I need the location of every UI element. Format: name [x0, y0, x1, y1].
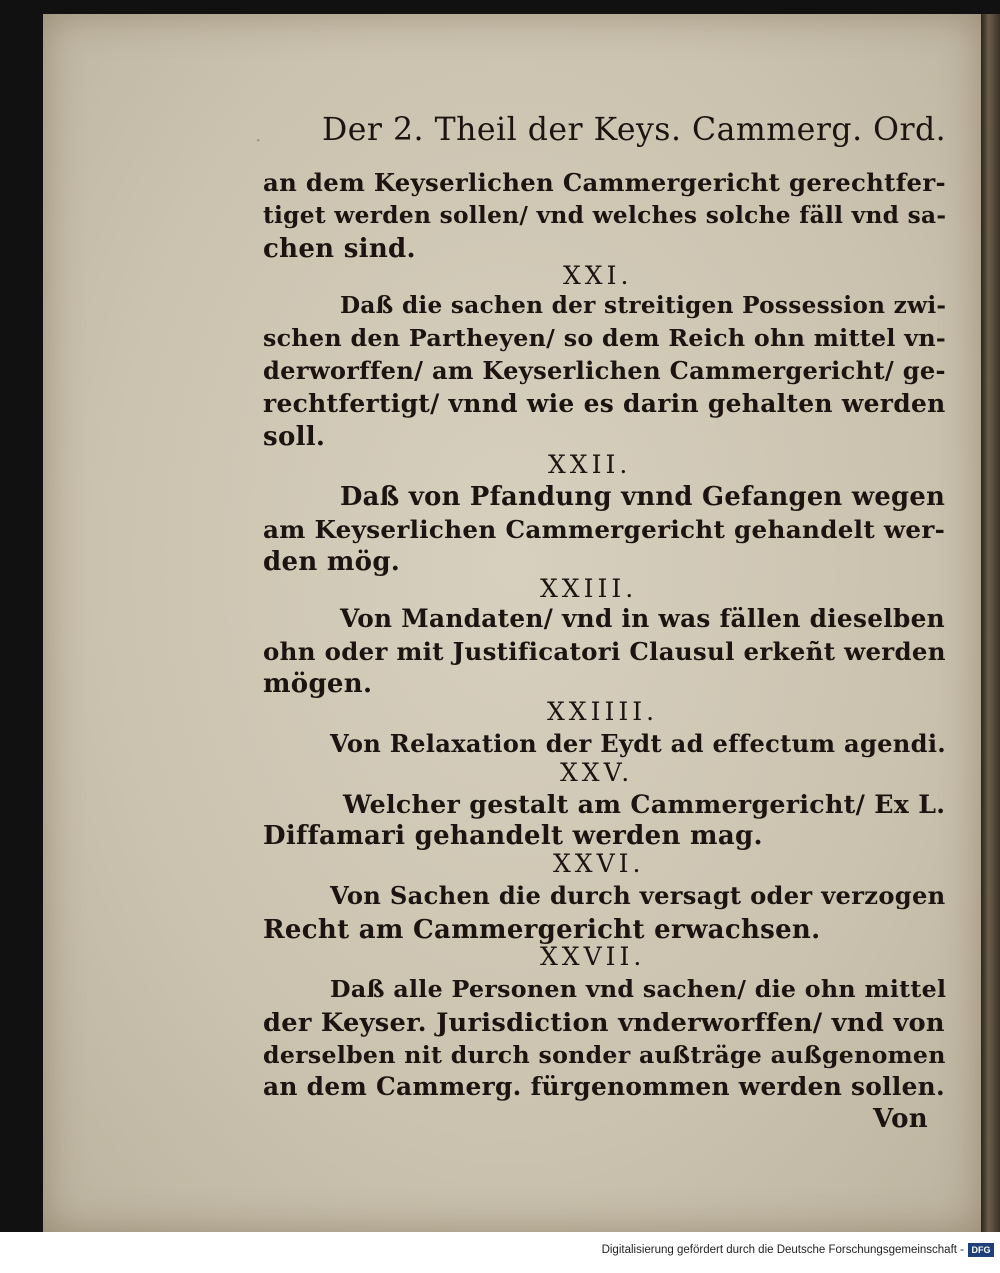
text-line: Von Mandaten/ vnd in was fällen dieselben	[340, 604, 945, 633]
text-line: soll.	[263, 422, 326, 452]
text-line: Von Sachen die durch versagt oder verzogen	[330, 881, 946, 910]
text-line: Daß die sachen der streitigen Possession zwi-	[340, 292, 947, 319]
text-line: an dem Cammerg. fürgenommen werden sollen.	[263, 1072, 945, 1101]
section-number: XXVII.	[540, 942, 646, 971]
page-mark: ·	[255, 128, 262, 152]
text-line: der Keyser. Jurisdiction vnderworffen/ vnd von	[263, 1008, 945, 1038]
text-line: Welcher gestalt am Cammergericht/ Ex L.	[343, 789, 946, 819]
text-line: an dem Keyserlichen Cammergericht gerechtfer-	[263, 168, 946, 197]
text-line: derselben nit durch sonder außträge außgenomen	[263, 1041, 946, 1069]
text-line: den mög.	[263, 547, 401, 577]
running-head: Der 2. Theil der Keys. Cammerg. Ord.	[322, 112, 947, 148]
footer-credit: Digitalisierung gefördert durch die Deutsche Forschungsgemeinschaft -	[601, 1244, 964, 1256]
section-number: XXII.	[548, 450, 632, 479]
text-line: am Keyserlichen Cammergericht gehandelt wer-	[263, 515, 946, 544]
section-number: XXI.	[563, 261, 633, 290]
text-line: mögen.	[263, 669, 373, 699]
text-line: rechtfertigt/ vnnd wie es darin gehalten werden	[263, 389, 946, 418]
text-line: Daß alle Personen vnd sachen/ die ohn mittel	[330, 975, 947, 1003]
section-number: XXVI.	[553, 849, 645, 878]
book-edge	[981, 14, 1000, 1232]
text-line: Recht am Cammergericht erwachsen.	[263, 915, 821, 945]
text-line: Diffamari gehandelt werden mag.	[263, 821, 763, 851]
text-line: Daß von Pfandung vnnd Gefangen wegen	[340, 482, 946, 512]
text-line: tiget werden sollen/ vnd welches solche fäll vnd sa-	[263, 202, 947, 229]
dfg-logo: DFG	[968, 1243, 994, 1257]
text-line: Von Relaxation der Eydt ad effectum agendi.	[330, 729, 946, 758]
section-number: XXIII.	[540, 574, 638, 603]
text-line: derworffen/ am Keyserlichen Cammergericht/ ge-	[263, 356, 946, 385]
section-number: XXIIII.	[547, 697, 659, 726]
text-line: schen den Partheyen/ so dem Reich ohn mittel vn-	[263, 324, 947, 352]
catchword: Von	[873, 1104, 928, 1134]
section-number: XXV.	[560, 758, 634, 787]
text-line: ohn oder mit Justificatori Clausul erkeñt werden	[263, 637, 946, 666]
text-line: chen sind.	[263, 234, 416, 264]
